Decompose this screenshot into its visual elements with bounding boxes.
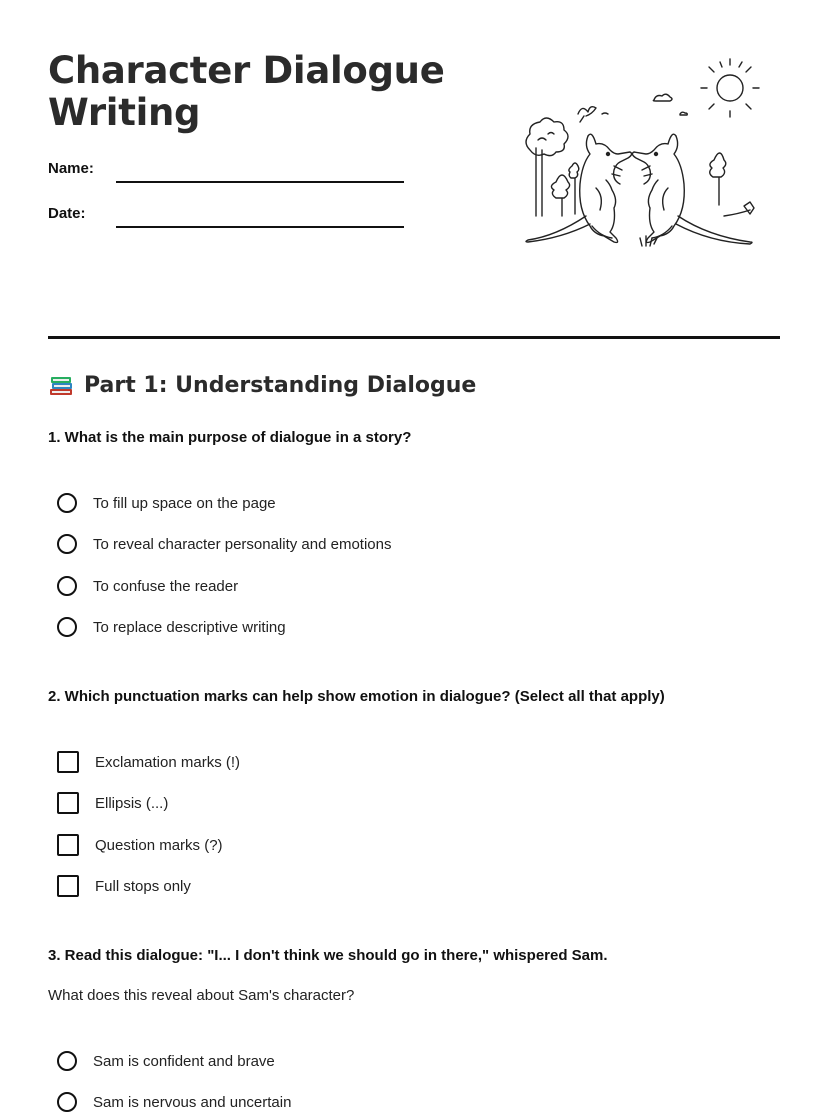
option-label: Sam is nervous and uncertain (93, 1093, 292, 1111)
option-label: To confuse the reader (93, 577, 239, 595)
sun-icon (701, 59, 759, 117)
radio-button[interactable] (57, 617, 77, 637)
kangaroos-illustration (518, 56, 766, 282)
radio-button[interactable] (57, 1051, 77, 1071)
option-label: Sam is confident and brave (93, 1052, 275, 1070)
checkbox[interactable] (57, 792, 79, 814)
q1-option-3[interactable] (57, 573, 238, 599)
q2-option-3[interactable] (57, 832, 223, 858)
option-label: Question marks (?) (95, 836, 223, 854)
part1-title-text: Part 1: Understanding Dialogue (84, 372, 477, 398)
q2-option-4[interactable] (57, 873, 191, 899)
checkbox[interactable] (57, 834, 79, 856)
checkbox[interactable] (57, 751, 79, 773)
name-line[interactable] (116, 181, 404, 183)
option-label: Ellipsis (...) (95, 794, 169, 812)
q1-option-4[interactable] (57, 614, 286, 640)
question-2: 2. Which punctuation marks can help show emotion in dialogue? (Select all that apply) (48, 688, 665, 705)
question-1: 1. What is the main purpose of dialogue in a story? (48, 429, 412, 446)
date-label: Date: (48, 205, 86, 222)
option-label: To fill up space on the page (93, 494, 276, 512)
option-label: To reveal character personality and emotions (93, 535, 392, 553)
radio-button[interactable] (57, 493, 77, 513)
option-label: Full stops only (95, 877, 191, 895)
q2-option-2[interactable] (57, 790, 168, 816)
question-3: 3. Read this dialogue: "I... I don't think we should go in there," whispered Sam. (48, 947, 608, 964)
radio-button[interactable] (57, 576, 77, 596)
q3-option-1[interactable] (57, 1048, 275, 1074)
name-label: Name: (48, 160, 94, 177)
q3-option-2[interactable] (57, 1089, 291, 1115)
books-icon (48, 372, 74, 398)
checkbox[interactable] (57, 875, 79, 897)
question-3-prompt: What does this reveal about Sam's character? (48, 987, 355, 1004)
worksheet-title: Character Dialogue Writing (48, 49, 445, 134)
q1-option-2[interactable] (57, 531, 392, 557)
radio-button[interactable] (57, 1092, 77, 1112)
date-line[interactable] (116, 226, 404, 228)
option-label: Exclamation marks (!) (95, 753, 241, 771)
q2-option-1[interactable] (57, 749, 240, 775)
q1-option-1[interactable] (57, 490, 276, 516)
radio-button[interactable] (57, 534, 77, 554)
option-label: To replace descriptive writing (93, 618, 286, 636)
section-divider (48, 336, 780, 339)
part1-title (48, 372, 476, 398)
